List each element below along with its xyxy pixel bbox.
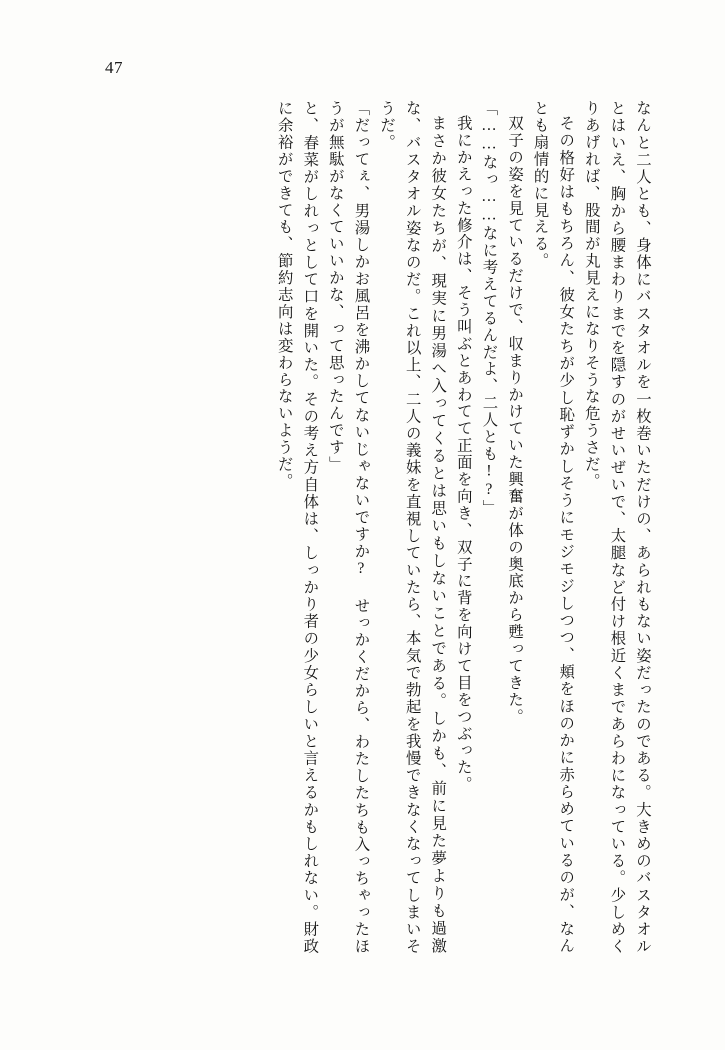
paragraph: と、春菜がしれっとして口を開いた。その考え方自体は、しっかり者の少女らしいと言えるかもしれない。財政に余裕ができても、節約志向は変わらないようだ。 — [275, 100, 319, 955]
paragraph: 我にかえった修介は、そう叫ぶとあわてて正面を向き、双子に背を向けて目をつぶった。 — [454, 115, 472, 794]
paragraph: 「だってぇ、男湯しかお風呂を沸かしてないじゃないですか? せっかくだから、わたしたちも入っちゃったほうが無駄がなくていいかな、って思ったんです」 — [326, 100, 370, 955]
paragraph: その格好はもちろん、彼女たちが少し恥ずかしそうにモジモジしつつ、頬をほのかに赤らめているのが、なんとも扇情的に見える。 — [531, 100, 575, 955]
paragraph: まさか彼女たちが、現実に男湯へ入ってくるとは思いもしないことである。しかも、前に見た夢よりも過激な、バスタオル姿なのだ。これ以上、二人の義妹を直視していたら、本気で勃起を我慢できなくなってしまいそうだ。 — [378, 100, 447, 955]
page-number: 47 — [105, 58, 123, 77]
paragraph: 「……なっ……なに考えてるんだよ、二人とも!?」 — [480, 100, 498, 517]
paragraph: 双子の姿を見ているだけで、収まりかけていた興奮が体の奥底から甦ってきた。 — [506, 115, 524, 726]
body-text-block — [70, 100, 655, 955]
paragraph: なんと二人とも、身体にバスタオルを一枚巻いただけの、あられもない姿だったのである。大きめのバスタオルとはいえ、胸から腰まわりまでを隠すのがせいぜいで、太腿など付け根近くまであらわになっている。少しめくりあげれば、股間が丸見えになりそうな危うさだ。 — [582, 100, 651, 955]
